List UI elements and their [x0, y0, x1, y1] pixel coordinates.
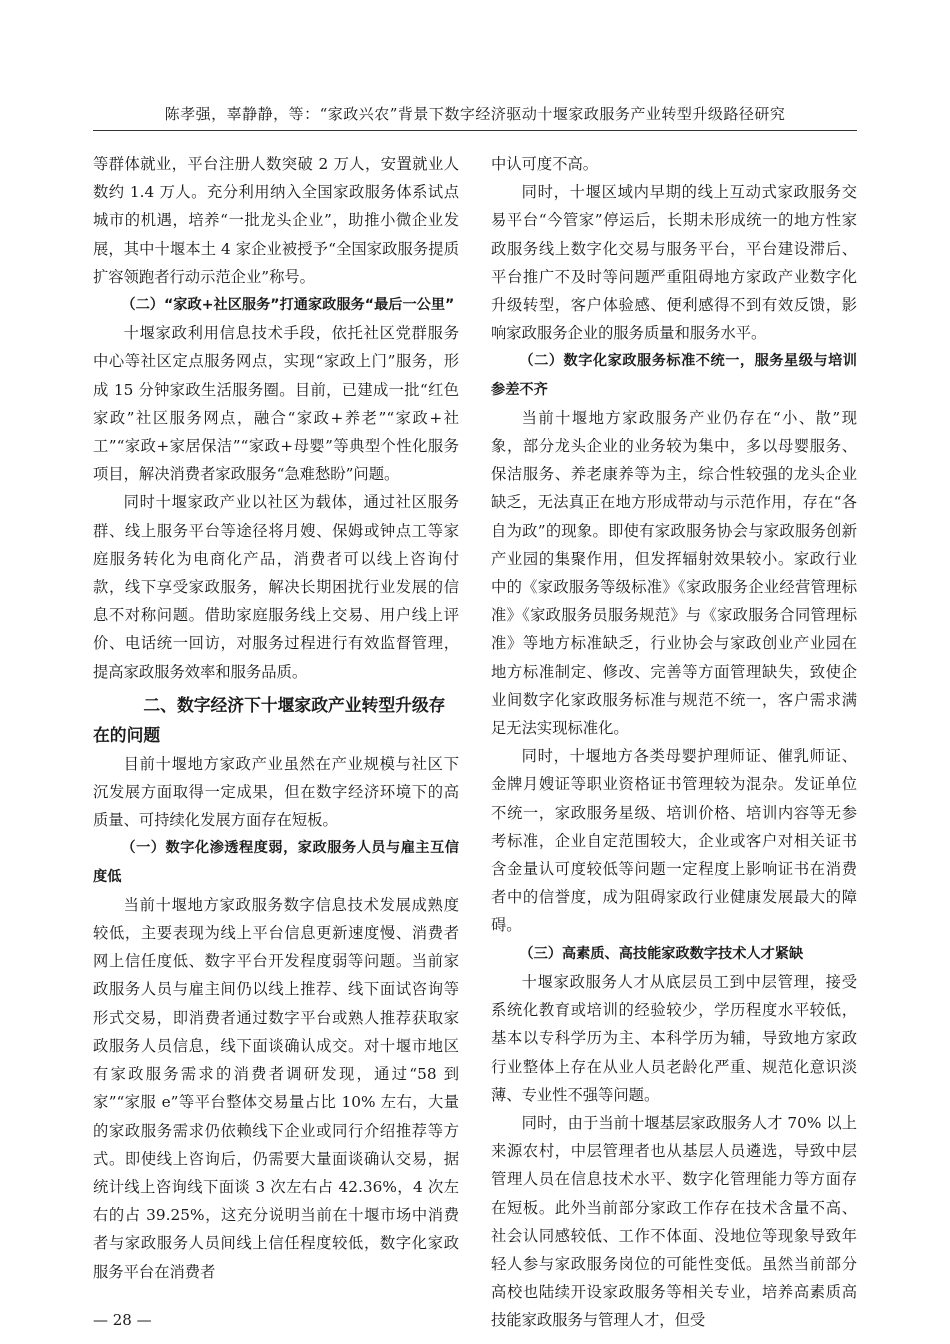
subsection-heading: （二）数字化家政服务标准不统一，服务星级与培训参差不齐 — [491, 353, 857, 398]
paragraph: 等群体就业，平台注册人数突破 2 万人，安置就业人数约 1.4 万人。充分利用纳入全国家政服务体系试点城市的机遇，培养“一批龙头企业”，助推小微企业发展，其中十堰本土 4 家企业被授予“全国家政服务提质扩容领跑者行动示范企业”称号。 — [93, 155, 459, 286]
subsection-heading: （一）数字化渗透程度弱，家政服务人员与雇主互信度低 — [93, 840, 459, 885]
right-column — [491, 150, 857, 1330]
paragraph: 同时，由于当前十堰基层家政服务人才 70% 以上来源农村，中层管理者也从基层人员遴选，导致中层管理人员在信息技术水平、数字化管理能力等方面存在短板。此外当前部分家政工作存在技术含量不高、社会认同感较低、工作不体面、没地位等现象导致年轻人参与家政服务岗位的可能性变低。虽然当前部分高校也陆续开设家政服务等相关专业，培养高素质高技能家政服务与管理人才，但受 — [491, 1113, 857, 1330]
paragraph: 同时，十堰地方各类母婴护理师证、催乳师证、金牌月嫂证等职业资格证书管理较为混杂。发证单位不统一，家政服务星级、培训价格、培训内容等无参考标准，企业自定范围较大，企业或客户对相关证书含金量认可度较低等问题一定程度上影响证书在消费者中的信誉度，成为阻碍家政行业健康发展最大的障碍。 — [491, 747, 857, 935]
paragraph: 当前十堰地方家政服务数字信息技术发展成熟度较低，主要表现为线上平台信息更新速度慢、消费者网上信任度低、数字平台开发程度弱等问题。当前家政服务人员与雇主间仍以线上推荐、线下面试咨询等形式交易，即消费者通过数字平台或熟人推荐获取家政服务人员信息，线下面谈确认成交。对十堰市地区有家政服务需求的消费者调研发现，通过“58 到家”“家服 e”等平台整体交易量占比 10% 左右，大量的家政服务需求仍依赖线下企业或同行介绍推荐等方式。即使线上咨询后，仍需要大量面谈确认交易，据统计线上咨询线下面谈 3 次左右占 42.36%，4 次左右的占 39.25%，这充分说明当前在十堰市场中消费者与家政服务人员间线上信任程度较低，数字化家政服务平台在消费者 — [93, 895, 459, 1281]
paragraph: 目前十堰地方家政产业虽然在产业规模与社区下沉发展方面取得一定成果，但在数字经济环境下的高质量、可持续化发展方面存在短板。 — [93, 754, 459, 830]
section-heading: 二、数字经济下十堰家政产业转型升级存在的问题 — [93, 694, 446, 745]
page-number: — 28 — — [93, 1311, 152, 1329]
paragraph: 当前十堰地方家政服务产业仍存在“小、散”现象，部分龙头企业的业务较为集中，多以母婴服务、保洁服务、养老康养等为主，综合性较强的龙头企业缺乏，无法真正在地方形成带动与示范作用，存在“各自为政”的现象。即使有家政服务协会与家政服务创新产业园的集聚作用，但发挥辐射效果较小。家政行业中的《家政服务等级标准》《家政服务企业经营管理标准》《家政服务员服务规范》与《家政服务合同管理标准》等地方标准缺乏，行业协会与家政创业产业园在地方标准制定、修改、完善等方面管理缺失，致使企业间数字化家政服务标准与规范不统一，客户需求满足无法实现标准化。 — [491, 408, 857, 738]
running-head: 陈孝强，辜静静，等：“家政兴农”背景下数字经济驱动十堰家政服务产业转型升级路径研究 — [93, 98, 857, 131]
subsection-heading: （二）“家政+社区服务”打通家政服务“最后一公里” — [121, 297, 455, 314]
left-column — [93, 150, 459, 1310]
paragraph: 十堰家政利用信息技术手段，依托社区党群服务中心等社区定点服务网点，实现“家政上门”服务，形成 15 分钟家政生活服务圈。目前，已建成一批“红色家政”社区服务网点，融合“家政+养老”“家政+社工”“家政+家居保洁”“家政+母婴”等典型个性化服务项目，解决消费者家政服务“急难愁盼”问题。 — [93, 324, 459, 484]
paragraph: 同时十堰家政产业以社区为载体，通过社区服务群、线上服务平台等途径将月嫂、保姆或钟点工等家庭服务转化为电商化产品，消费者可以线上咨询付款，线下享受家政服务，解决长期困扰行业发展的信息不对称问题。借助家庭服务线上交易、用户线上评价、电话统一回访，对服务过程进行有效监督管理，提高家政服务效率和服务品质。 — [93, 493, 459, 681]
paragraph: 十堰家政服务人才从底层员工到中层管理，接受系统化教育或培训的经验较少，学历程度水平较低，基本以专科学历为主、本科学历为辅，导致地方家政行业整体上存在从业人员老龄化严重、规范化意识淡薄、专业性不强等问题。 — [491, 972, 857, 1104]
paragraph: 同时，十堰区域内早期的线上互动式家政服务交易平台“今管家”停运后，长期未形成统一的地方性家政服务线上数字化交易与服务平台，平台建设滞后、平台推广不及时等问题严重阻碍地方家政产业数字化升级转型，客户体验感、便利感得不到有效反馈，影响家政服务企业的服务质量和服务水平。 — [491, 183, 857, 343]
subsection-heading: （三）高素质、高技能家政数字技术人才紧缺 — [519, 945, 804, 962]
paragraph: 中认可度不高。 — [491, 155, 599, 173]
